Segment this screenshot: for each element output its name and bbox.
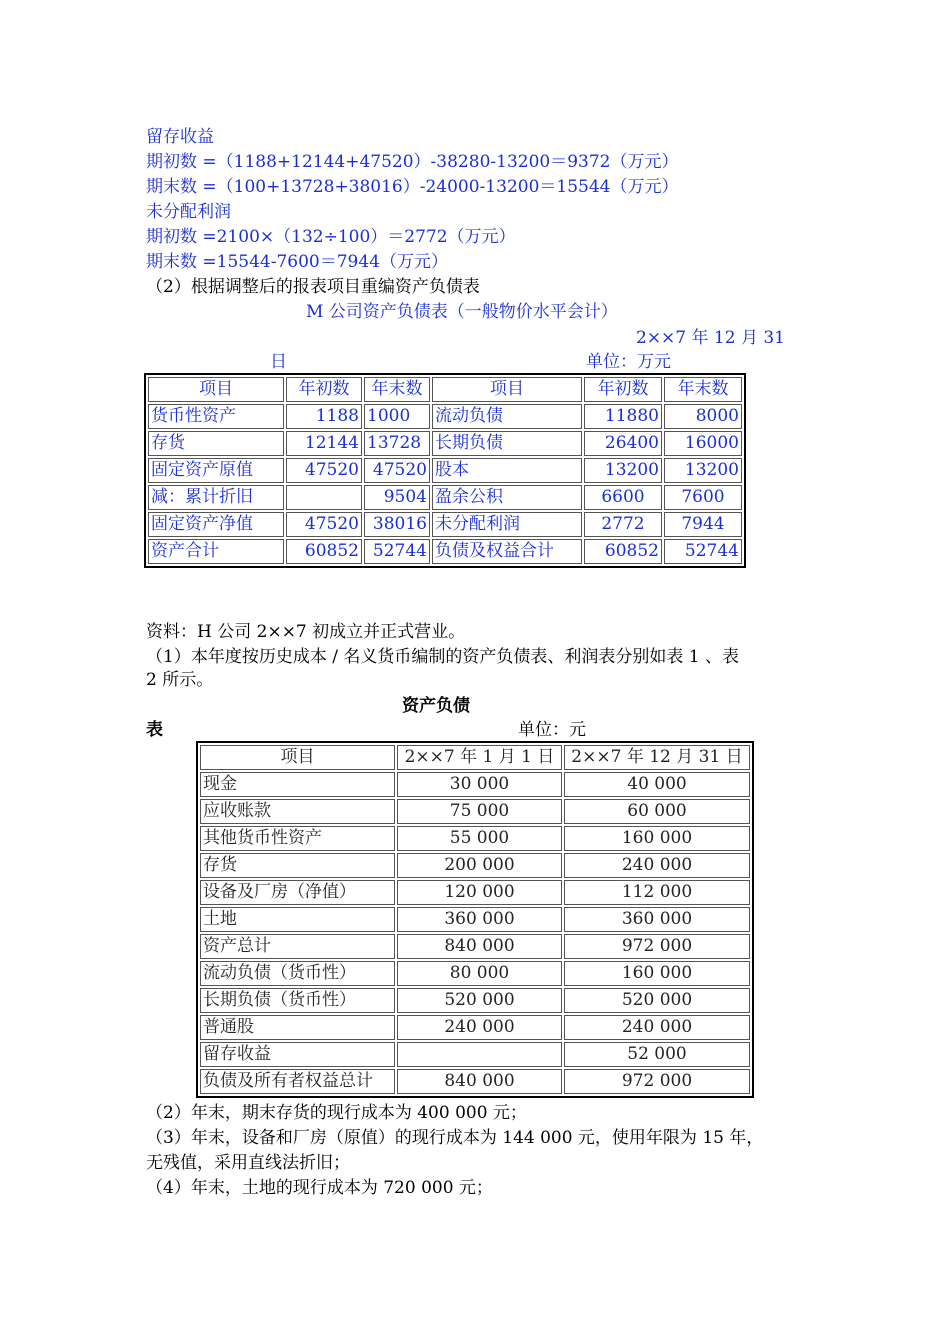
table-row xyxy=(200,907,750,932)
header-cell: 2××7 年 12 月 31 日 xyxy=(564,745,750,770)
cell: 负债及所有者权益总计 xyxy=(200,1069,395,1094)
header-cell: 年初数 xyxy=(584,377,662,402)
table-row xyxy=(148,485,742,510)
cell: 1000 xyxy=(364,404,430,429)
cell: 240 000 xyxy=(397,1015,562,1040)
cell: 存货 xyxy=(148,431,284,456)
material-intro: 资料：H 公司 2××7 初成立并正式营业。 xyxy=(146,622,466,642)
table-date: 2××7 年 12 月 31 xyxy=(636,328,785,348)
cell: 160 000 xyxy=(564,961,750,986)
table-row xyxy=(200,772,750,797)
cell: 240 000 xyxy=(564,1015,750,1040)
cell: 长期负债 xyxy=(432,431,582,456)
table-row xyxy=(148,458,742,483)
cell: 8000 xyxy=(664,404,742,429)
cell: 972 000 xyxy=(564,934,750,959)
cell: 60852 xyxy=(286,539,362,564)
cell: 160 000 xyxy=(564,826,750,851)
cell xyxy=(397,1042,562,1067)
header-cell: 年末数 xyxy=(364,377,430,402)
cell: 60 000 xyxy=(564,799,750,824)
table-unit: 单位：元 xyxy=(518,720,586,740)
header-cell: 年末数 xyxy=(664,377,742,402)
cell: 840 000 xyxy=(397,1069,562,1094)
header-cell: 项目 xyxy=(200,745,395,770)
cell: 112 000 xyxy=(564,880,750,905)
table-row xyxy=(148,431,742,456)
cell: 流动负债 xyxy=(432,404,582,429)
cell: 80 000 xyxy=(397,961,562,986)
table-row xyxy=(200,853,750,878)
table-header-row xyxy=(200,745,750,770)
cell: 留存收益 xyxy=(200,1042,395,1067)
cell: 30 000 xyxy=(397,772,562,797)
table-row xyxy=(200,799,750,824)
cell: 固定资产原值 xyxy=(148,458,284,483)
table-title: 资产负债 xyxy=(402,696,470,716)
cell: 6600 xyxy=(584,485,662,510)
cell: 减：累计折旧 xyxy=(148,485,284,510)
cell: 9504 xyxy=(364,485,430,510)
cell: 2772 xyxy=(584,512,662,537)
cell: 120 000 xyxy=(397,880,562,905)
cell: 股本 xyxy=(432,458,582,483)
cell: 资产总计 xyxy=(200,934,395,959)
cell: 520 000 xyxy=(564,988,750,1013)
cell: 13200 xyxy=(584,458,662,483)
cell: 12144 xyxy=(286,431,362,456)
cell: 840 000 xyxy=(397,934,562,959)
cell: 52744 xyxy=(364,539,430,564)
table-row xyxy=(200,826,750,851)
table-unit: 单位：万元 xyxy=(586,352,671,372)
cell: 13728 xyxy=(364,431,430,456)
cell: 货币性资产 xyxy=(148,404,284,429)
table-row xyxy=(200,934,750,959)
cell: 现金 xyxy=(200,772,395,797)
table-row xyxy=(200,961,750,986)
text-line: 期末数 =15544-7600＝7944（万元） xyxy=(146,252,448,272)
cell: 应收账款 xyxy=(200,799,395,824)
header-cell: 2××7 年 1 月 1 日 xyxy=(397,745,562,770)
table-row xyxy=(148,404,742,429)
cell: 资产合计 xyxy=(148,539,284,564)
balance-sheet-table-h xyxy=(196,741,754,1098)
table-row xyxy=(148,512,742,537)
item-text: （2）年末，期末存货的现行成本为 400 000 元； xyxy=(146,1103,527,1123)
cell: 200 000 xyxy=(397,853,562,878)
cell: 47520 xyxy=(364,458,430,483)
cell: 972 000 xyxy=(564,1069,750,1094)
table-title: M 公司资产负债表（一般物价水平会计） xyxy=(306,302,618,322)
cell: 设备及厂房（净值） xyxy=(200,880,395,905)
header-cell: 项目 xyxy=(432,377,582,402)
table-header-row xyxy=(148,377,742,402)
cell: 240 000 xyxy=(564,853,750,878)
item-text: （4）年末，土地的现行成本为 720 000 元； xyxy=(146,1178,493,1198)
cell xyxy=(286,485,362,510)
table-row xyxy=(200,1015,750,1040)
cell: 11880 xyxy=(584,404,662,429)
cell: 负债及权益合计 xyxy=(432,539,582,564)
table-row xyxy=(200,880,750,905)
text-line: 期末数 =（100+13728+38016）-24000-13200＝15544（万元） xyxy=(146,177,679,197)
text-line: 留存收益 xyxy=(146,127,214,147)
step-heading: （2）根据调整后的报表项目重编资产负债表 xyxy=(146,277,480,297)
item-text: （1）本年度按历史成本 / 名义货币编制的资产负债表、利润表分别如表 1 、表 xyxy=(146,647,739,667)
table-row xyxy=(200,988,750,1013)
item-text: （3）年末，设备和厂房（原值）的现行成本为 144 000 元，使用年限为 15 年， xyxy=(146,1128,764,1148)
cell: 40 000 xyxy=(564,772,750,797)
cell: 7600 xyxy=(664,485,742,510)
cell: 47520 xyxy=(286,458,362,483)
cell: 60852 xyxy=(584,539,662,564)
cell: 55 000 xyxy=(397,826,562,851)
cell: 47520 xyxy=(286,512,362,537)
cell: 其他货币性资产 xyxy=(200,826,395,851)
cell: 52 000 xyxy=(564,1042,750,1067)
cell: 普通股 xyxy=(200,1015,395,1040)
item-text: 2 所示。 xyxy=(146,670,214,690)
cell: 长期负债（货币性） xyxy=(200,988,395,1013)
table-date-suffix: 日 xyxy=(270,352,287,372)
item-text: 无残值，采用直线法折旧； xyxy=(146,1153,350,1173)
header-cell: 项目 xyxy=(148,377,284,402)
cell: 流动负债（货币性） xyxy=(200,961,395,986)
cell: 52744 xyxy=(664,539,742,564)
table-row xyxy=(148,539,742,564)
cell: 1188 xyxy=(286,404,362,429)
cell: 26400 xyxy=(584,431,662,456)
cell: 13200 xyxy=(664,458,742,483)
cell: 存货 xyxy=(200,853,395,878)
cell: 固定资产净值 xyxy=(148,512,284,537)
cell: 土地 xyxy=(200,907,395,932)
balance-sheet-table-m xyxy=(144,373,746,568)
cell: 16000 xyxy=(664,431,742,456)
text-line: 期初数 =2100×（132÷100）＝2772（万元） xyxy=(146,227,516,247)
text-line: 期初数 =（1188+12144+47520）-38280-13200＝9372（万元） xyxy=(146,152,679,172)
table-title-suffix: 表 xyxy=(146,720,163,740)
header-cell: 年初数 xyxy=(286,377,362,402)
cell: 7944 xyxy=(664,512,742,537)
table-row xyxy=(200,1042,750,1067)
table-row xyxy=(200,1069,750,1094)
cell: 75 000 xyxy=(397,799,562,824)
text-line: 未分配利润 xyxy=(146,202,231,222)
cell: 360 000 xyxy=(397,907,562,932)
cell: 盈余公积 xyxy=(432,485,582,510)
cell: 未分配利润 xyxy=(432,512,582,537)
cell: 38016 xyxy=(364,512,430,537)
cell: 360 000 xyxy=(564,907,750,932)
cell: 520 000 xyxy=(397,988,562,1013)
